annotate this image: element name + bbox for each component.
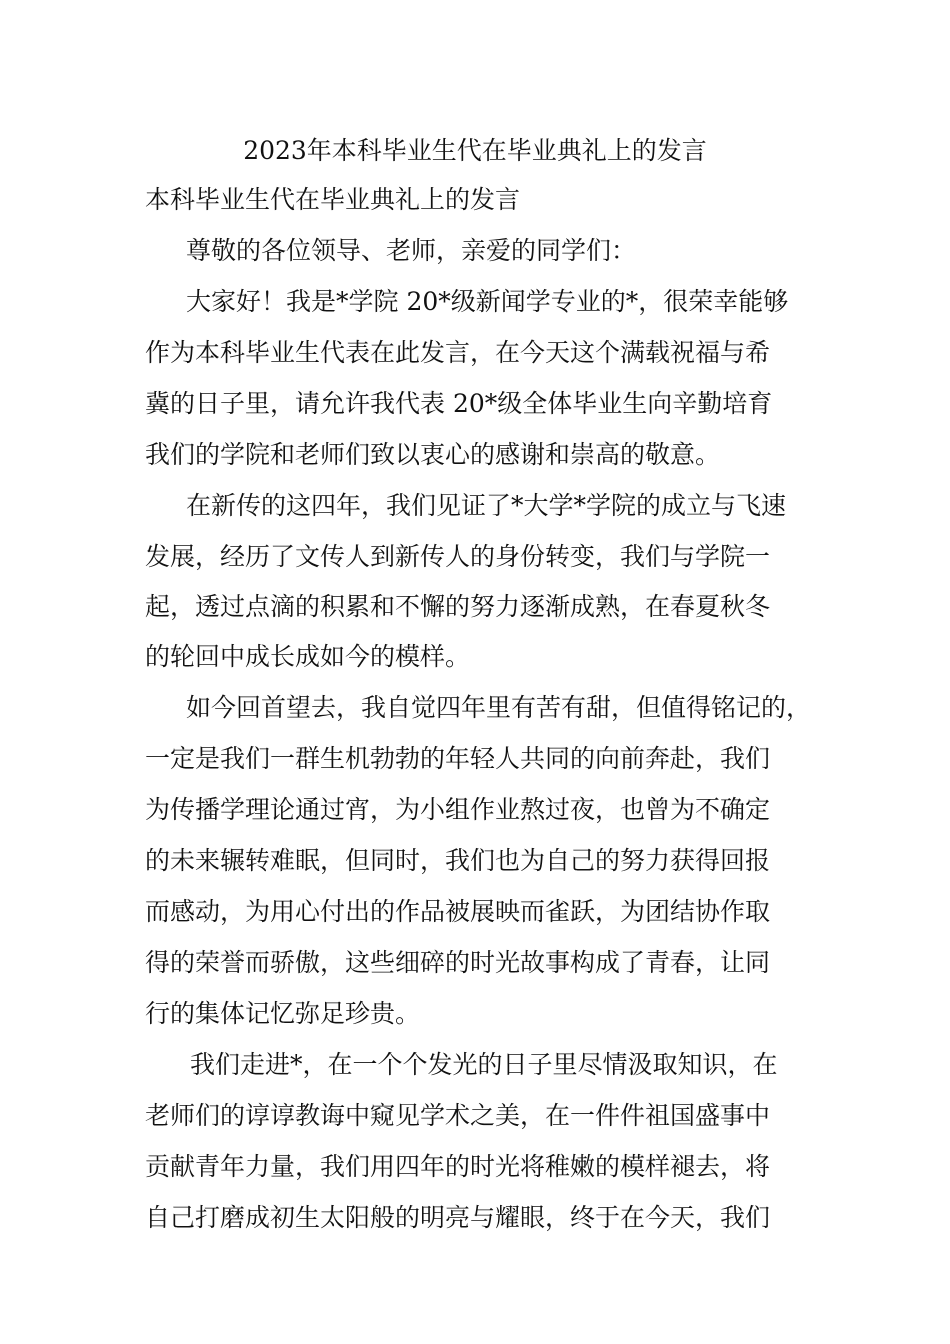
paragraph-line: 大家好！我是*学院 20*级新闻学专业的*，很荣幸能够: [186, 287, 789, 316]
paragraph-line: 发展，经历了文传人到新传人的身份转变，我们与学院一: [145, 542, 771, 571]
paragraph-line: 作为本科毕业生代表在此发言，在今天这个满载祝福与希: [145, 338, 771, 367]
paragraph-line: 我们的学院和老师们致以衷心的感谢和崇高的敬意。: [145, 440, 721, 469]
document-title: 2023年本科毕业生代在毕业典礼上的发言: [243, 136, 707, 165]
paragraph-line: 的未来辗转难眠，但同时，我们也为自己的努力获得回报: [145, 846, 771, 875]
paragraph-line: 在新传的这四年，我们见证了*大学*学院的成立与飞速: [186, 491, 787, 520]
paragraph-line: 冀的日子里，请允许我代表 20*级全体毕业生向辛勤培育: [145, 389, 773, 418]
paragraph-line: 的轮回中成长成如今的模样。: [145, 642, 471, 671]
paragraph-line: 为传播学理论通过宵，为小组作业熬过夜，也曾为不确定: [145, 795, 771, 824]
document-subtitle: 本科毕业生代在毕业典礼上的发言: [145, 185, 521, 214]
paragraph-line: 我们走进*，在一个个发光的日子里尽情汲取知识，在: [190, 1050, 778, 1079]
paragraph-line: 行的集体记忆弥足珍贵。: [145, 999, 421, 1028]
paragraph-line: 得的荣誉而骄傲，这些细碎的时光故事构成了青春，让同: [145, 948, 771, 977]
paragraph-line: 如今回首望去，我自觉四年里有苦有甜，但值得铭记的，: [186, 693, 812, 722]
paragraph-line: 一定是我们一群生机勃勃的年轻人共同的向前奔赴，我们: [145, 744, 771, 773]
paragraph-line: 而感动，为用心付出的作品被展映而雀跃，为团结协作取: [145, 897, 771, 926]
paragraph-line: 老师们的谆谆教诲中窥见学术之美，在一件件祖国盛事中: [145, 1101, 771, 1130]
paragraph-line: 自己打磨成初生太阳般的明亮与耀眼，终于在今天，我们: [145, 1203, 771, 1232]
paragraph-line: 起，透过点滴的积累和不懈的努力逐渐成熟，在春夏秋冬: [145, 592, 771, 621]
paragraph-line: 贡献青年力量，我们用四年的时光将稚嫩的模样褪去，将: [145, 1152, 771, 1181]
salutation: 尊敬的各位领导、老师，亲爱的同学们：: [186, 236, 637, 265]
